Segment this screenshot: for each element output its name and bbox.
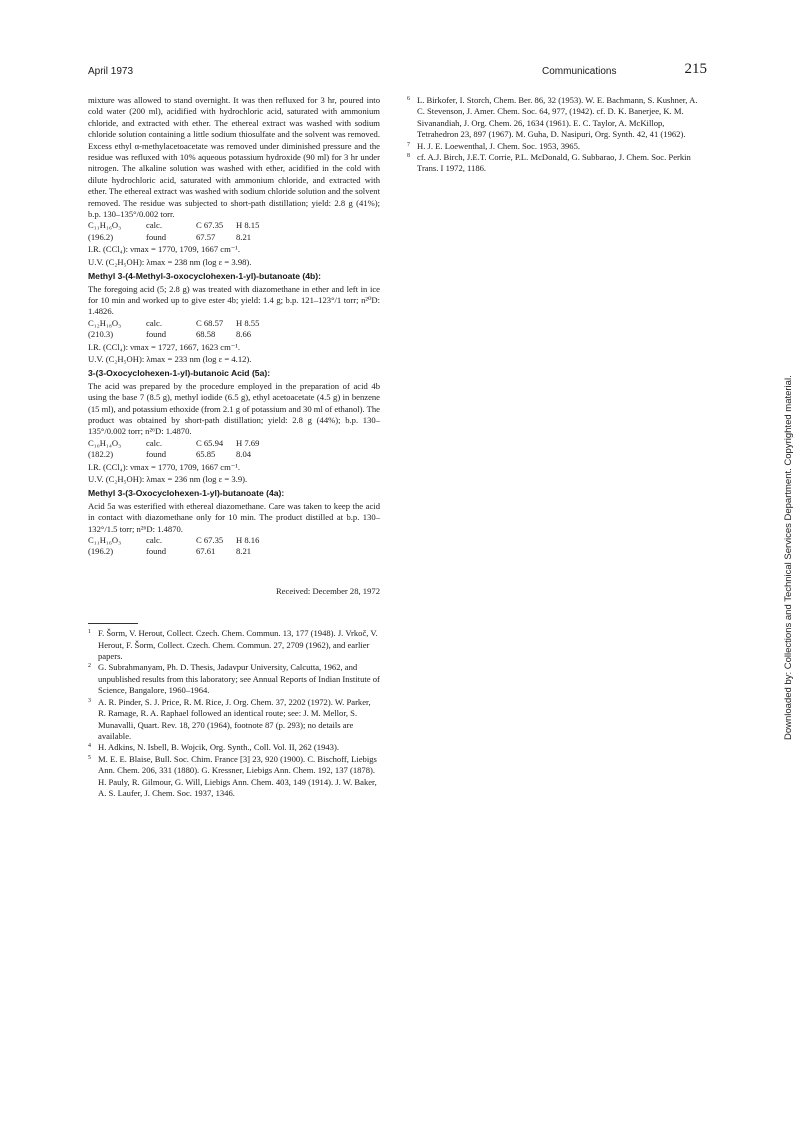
analysis-cell: 8.21: [236, 231, 252, 242]
footnote-text: F. Šorm, V. Herout, Collect. Czech. Chem. Commun. 13, 177 (1948). J. Vrkoč, V. Herout, F. Šorm, Collect. Czech. Chem. Commun. 27, 2709 (1962), and earlier papers.: [98, 628, 378, 662]
analysis-cell: (196.2): [88, 546, 114, 557]
analysis-block-4: [88, 535, 380, 558]
ir-line-1: I.R. (CCl₄): νmax = 1770, 1709, 1667 cm⁻¹.: [88, 244, 241, 255]
analysis-cell: 67.57: [196, 231, 216, 242]
footnote-number: 3: [88, 697, 91, 704]
paragraph-4a: Acid 5a was esterified with ethereal diazomethane. Care was taken to keep the acid in contact with diazomethane only for 10 min. The product distilled at b.p. 130–132°/1.5 torr; n²⁶D: 1.4870.: [88, 500, 380, 534]
uv-line-1: U.V. (C₂H₅OH): λmax = 238 nm (log ε = 3.98).: [88, 256, 252, 267]
footnote-number: 5: [88, 754, 91, 761]
footnote-number: 1: [88, 629, 91, 636]
footnote: [88, 742, 380, 753]
analysis-cell: 8.04: [236, 449, 252, 460]
analysis-cell: calc.: [146, 535, 162, 546]
compound-heading-4a: Methyl 3-(3-Oxocyclohexen-1-yl)-butanoate (4a):: [88, 488, 285, 499]
uv-line-2: U.V. (C₂H₅OH): λmax = 233 nm (log ε = 4.12).: [88, 353, 252, 364]
header-section: Communications: [542, 66, 617, 77]
footnote: [88, 662, 380, 696]
analysis-block-2: [88, 318, 380, 341]
footnote: [407, 141, 707, 152]
compound-heading-4b: Methyl 3-(4-Methyl-3-oxocyclohexen-1-yl)-butanoate (4b):: [88, 271, 322, 282]
footnote-text: cf. A.J. Birch, J.E.T. Corrie, P.L. McDonald, G. Subbarao, J. Chem. Soc. Perkin Trans. I 1972, 1186.: [417, 152, 691, 174]
uv-line-3: U.V. (C₂H₅OH): λmax = 236 nm (log ε = 3.9).: [88, 474, 248, 484]
footnote-number: 2: [88, 663, 91, 670]
footnote-text: H. Adkins, N. Isbell, B. Wojcik, Org. Synth., Coll. Vol. II, 262 (1943).: [98, 742, 339, 753]
page-number: 215: [684, 61, 707, 77]
footnote-number: 7: [407, 141, 410, 148]
analysis-cell: found: [146, 449, 167, 460]
analysis-cell: C₁₂H₁₈O₃: [88, 317, 122, 328]
download-notice: [778, 360, 794, 740]
analysis-cell: (210.3): [88, 329, 114, 340]
analysis-cell: calc.: [146, 317, 162, 328]
footnote-number: 4: [88, 743, 91, 750]
analysis-block-1: [88, 220, 380, 243]
compound-heading-5a: 3-(3-Oxocyclohexen-1-yl)-butanoic Acid (5a):: [88, 368, 271, 379]
analysis-cell: C 67.35: [196, 535, 224, 546]
analysis-cell: calc.: [146, 220, 162, 231]
analysis-cell: C₁₁H₁₆O₃: [88, 535, 122, 546]
footnote: [88, 628, 380, 662]
analysis-cell: calc.: [146, 437, 162, 448]
analysis-cell: 67.61: [196, 546, 216, 557]
analysis-cell: found: [146, 329, 167, 340]
footnote: [88, 697, 380, 743]
paragraph-5a: The acid was prepared by the procedure employed in the preparation of acid 4b using the base 7 (8.5 g), methyl iodide (6.5 g), ethyl acetoacetate (4.5 g) in benzene (15 ml), and potassium ethoxide (from 2.1 g of potassium and 30 ml of ethanol). The product was obtained by short-path distillation; yield: 2.8 g (44%); b.p. 130–135°/0.002 torr; n²⁶D: 1.4870.: [88, 380, 380, 437]
right-column: [407, 95, 707, 175]
footnote-text: M. E. E. Blaise, Bull. Soc. Chim. France [3] 23, 920 (1900). C. Bischoff, Liebigs Ann. Chem. 206, 331 (1880). G. Kressner, Liebigs Ann. Chem. 192, 137 (1878). H. Pauly, R. Gilmour, G. Will, Liebigs Ann. Chem. 403, 149 (1914). J. W. Baker, A. S. Laufer, J. Chem. Soc. 1937, 1346.: [98, 753, 377, 798]
footnote-number: 8: [407, 153, 410, 160]
analysis-cell: (196.2): [88, 231, 114, 242]
analysis-cell: found: [146, 546, 167, 557]
analysis-cell: H 8.15: [236, 220, 260, 231]
analysis-cell: (182.2): [88, 449, 114, 460]
analysis-cell: H 8.16: [236, 535, 260, 546]
analysis-cell: C₁₁H₁₆O₃: [88, 220, 122, 231]
analysis-cell: 8.21: [236, 546, 252, 557]
footnote-rule: [88, 623, 138, 624]
intro-paragraph: mixture was allowed to stand overnight. It was then refluxed for 3 hr, poured into cold water (200 ml), acidified with hydrochloric acid, saturated with ammonium chloride, and extracted with ether. The ethereal extract was washed with sodium chloride solution containing a little sodium thiosulfate and the solvent was removed. Excess ethyl α-methylacetoacetate was removed under diminished pressure and the residue was refluxed with 10% aqueous potassium hydroxide (90 ml) for 3 hr under nitrogen. The alkaline solution was washed with ether, acidified in the cold with dilute hydrochloric acid, saturated with ammonium chloride, and extracted with ether. The ethereal extract was washed with sodium chloride solution and the solvent removed. The residue was subjected to short-path distillation; yield: 2.8 g (41%); b.p. 130–135°/0.002 torr.: [88, 95, 380, 220]
analysis-cell: H 8.55: [236, 317, 260, 328]
received-date: Received: December 28, 1972: [275, 585, 380, 596]
left-column: [88, 95, 380, 799]
footnote: [88, 754, 380, 800]
analysis-cell: C 65.94: [196, 437, 224, 448]
analysis-cell: 8.66: [236, 329, 252, 340]
footnote-text: A. R. Pinder, S. J. Price, R. M. Rice, J. Org. Chem. 37, 2202 (1972). W. Parker, R. Ramage, R. A. Raphael followed an identical route; see: J. M. Mellor, S. Munavalli, Quart. Rev. 18, 270 (1964), footnote 87 (p. 293); no details are available.: [98, 696, 371, 741]
paragraph-4b: The foregoing acid (5; 2.8 g) was treated with diazomethane in ether and left in ice for 10 min and worked up to give ester 4b; yield: 1.4 g; b.p. 121–123°/1 torr; n²⁰D: 1.4826.: [88, 283, 380, 317]
footnote-text: G. Subrahmanyam, Ph. D. Thesis, Jadavpur University, Calcutta, 1962, and unpublished results from this laboratory; see Annual Reports of Indian Institute of Science, Bangalore, 1960–1964.: [98, 662, 380, 696]
footnote-number: 6: [407, 96, 410, 102]
analysis-cell: C 67.35: [196, 220, 224, 231]
footnote: [407, 152, 707, 175]
analysis-cell: C 68.57: [196, 317, 224, 328]
analysis-cell: 65.85: [196, 449, 216, 460]
ir-line-3: I.R. (CCl₄): νmax = 1770, 1709, 1667 cm⁻¹.: [88, 461, 241, 472]
download-notice-text: Downloaded by: Collections and Technical Services Department. Copyrighted material.: [783, 375, 794, 740]
footnote-text: H. J. E. Loewenthal, J. Chem. Soc. 1953, 3965.: [417, 140, 581, 151]
analysis-cell: found: [146, 231, 167, 242]
ir-line-2: I.R. (CCl₄): νmax = 1727, 1667, 1623 cm⁻¹.: [88, 341, 241, 352]
analysis-block-3: [88, 438, 380, 461]
header-date: April 1973: [88, 66, 134, 77]
analysis-cell: C₁₀H₁₄O₃: [88, 437, 122, 448]
footnote-text: L. Birkofer, I. Storch, Chem. Ber. 86, 32 (1953). W. E. Bachmann, S. Kushner, A. C. Stevenson, J. Amer. Chem. Soc. 64, 977, (1942). cf. D. K. Banerjee, K. M. Sivanandiah, J. Org. Chem. 26, 1634 (1961). E. C. Taylor, A. McKillop, Tetrahedron 23, 897 (1967). M. Guha, D. Nasipuri, Org. Synth. 42, 41 (1962).: [417, 95, 698, 140]
footnote: [407, 95, 707, 141]
analysis-cell: H 7.69: [236, 437, 260, 448]
analysis-cell: 68.58: [196, 329, 216, 340]
